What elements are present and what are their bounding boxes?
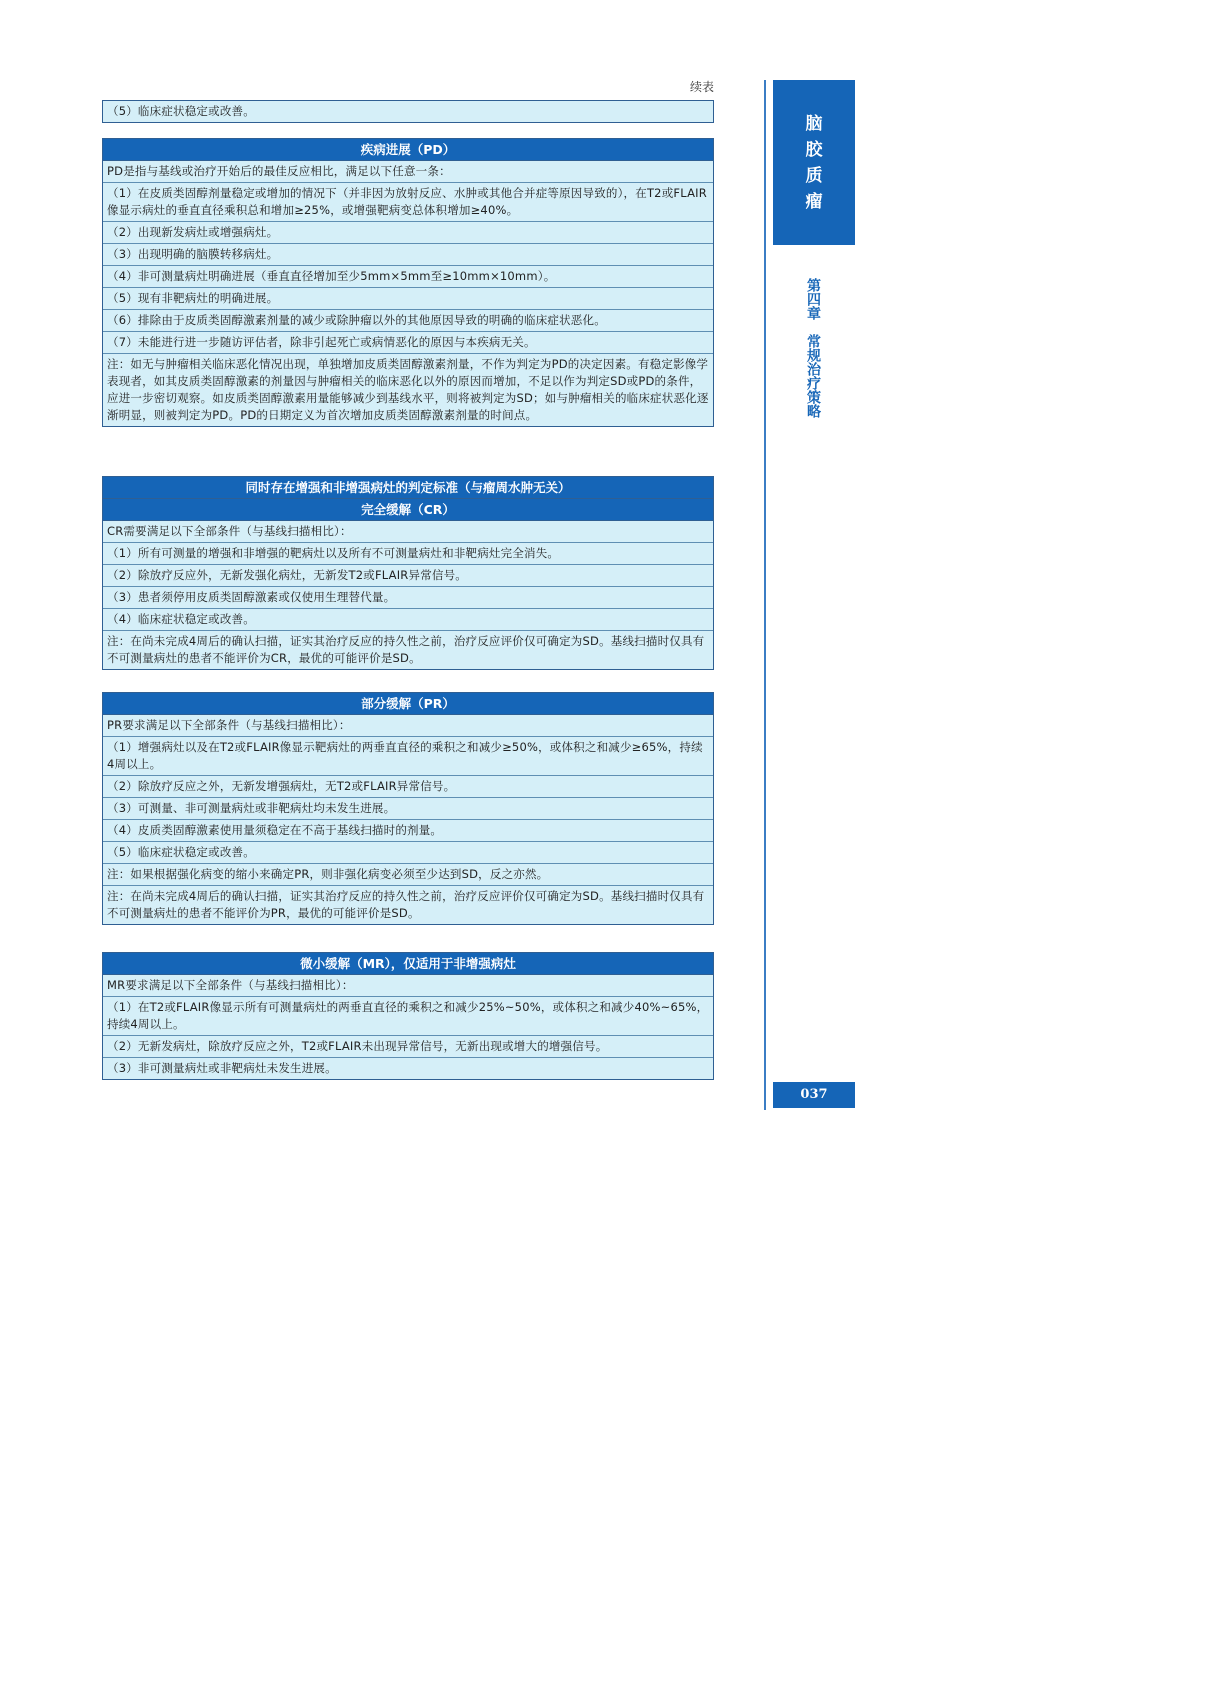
table-row: （4）皮质类固醇激素使用量须稳定在不高于基线扫描时的剂量。: [103, 820, 713, 842]
section-title-char: 胶: [805, 139, 823, 160]
table-row: （2）除放疗反应外，无新发强化病灶，无新发T2或FLAIR异常信号。: [103, 565, 713, 587]
sidebar-divider: [764, 80, 766, 1110]
table-complete-response: [102, 476, 714, 670]
table-header: 部分缓解（PR）: [103, 693, 713, 715]
table-row: （5）临床症状稳定或改善。: [103, 101, 713, 122]
section-title-char: 质: [805, 165, 823, 186]
table-row: （2）出现新发病灶或增强病灶。: [103, 222, 713, 244]
table-subheader: 完全缓解（CR）: [103, 499, 713, 521]
table-row: （5）现有非靶病灶的明确进展。: [103, 288, 713, 310]
table-row: （3）出现明确的脑膜转移病灶。: [103, 244, 713, 266]
table-row: （5）临床症状稳定或改善。: [103, 842, 713, 864]
section-title-char: 瘤: [805, 191, 823, 212]
table-row: （2）除放疗反应之外，无新发增强病灶，无T2或FLAIR异常信号。: [103, 776, 713, 798]
table-row: MR要求满足以下全部条件（与基线扫描相比）：: [103, 975, 713, 997]
table-row: （3）患者须停用皮质类固醇激素或仅使用生理替代量。: [103, 587, 713, 609]
table-row: （4）非可测量病灶明确进展（垂直直径增加至少5mm×5mm至≥10mm×10mm）。: [103, 266, 713, 288]
table-row: CR需要满足以下全部条件（与基线扫描相比）：: [103, 521, 713, 543]
table-row: （3）可测量、非可测量病灶或非靶病灶均未发生进展。: [103, 798, 713, 820]
table-note: 注：如无与肿瘤相关临床恶化情况出现，单独增加皮质类固醇激素剂量，不作为判定为PD的决定因素。有稳定影像学表现者，如其皮质类固醇激素的剂量因与肿瘤相关的临床恶化以外的原因而增加，不足以作为判定SD或PD的条件，应进一步密切观察。如皮质类固醇激素用量能够减少到基线水平，则将被判定为SD；如与肿瘤相关的临床症状恶化逐渐明显，则被判定为PD。PD的日期定义为首次增加皮质类固醇激素剂量的时间点。: [103, 354, 713, 426]
table-continued: [102, 100, 714, 123]
table-note: 注：如果根据强化病变的缩小来确定PR，则非强化病变必须至少达到SD，反之亦然。: [103, 864, 713, 886]
continued-label: 续表: [689, 80, 714, 94]
section-title-box: [773, 80, 855, 245]
table-progressive-disease: [102, 138, 714, 427]
section-title-char: 脑: [805, 113, 823, 134]
table-row: （6）排除由于皮质类固醇激素剂量的减少或除肿瘤以外的其他原因导致的明确的临床症状恶化。: [103, 310, 713, 332]
table-header: 微小缓解（MR），仅适用于非增强病灶: [103, 953, 713, 975]
page-number: 037: [773, 1082, 855, 1108]
table-row: （7）未能进行进一步随访评估者，除非引起死亡或病情恶化的原因与本疾病无关。: [103, 332, 713, 354]
table-note: 注：在尚未完成4周后的确认扫描，证实其治疗反应的持久性之前，治疗反应评价仅可确定为SD。基线扫描时仅具有不可测量病灶的患者不能评价为PR，最优的可能评价是SD。: [103, 886, 713, 924]
table-note: 注：在尚未完成4周后的确认扫描，证实其治疗反应的持久性之前，治疗反应评价仅可确定为SD。基线扫描时仅具有不可测量病灶的患者不能评价为CR，最优的可能评价是SD。: [103, 631, 713, 669]
table-header: 同时存在增强和非增强病灶的判定标准（与瘤周水肿无关）: [103, 477, 713, 499]
table-row: （1）在皮质类固醇剂量稳定或增加的情况下（并非因为放射反应、水肿或其他合并症等原因导致的），在T2或FLAIR像显示病灶的垂直直径乘积总和增加≥25%，或增强靶病变总体积增加≥40%。: [103, 183, 713, 222]
table-row: （1）增强病灶以及在T2或FLAIR像显示靶病灶的两垂直直径的乘积之和减少≥50%，或体积之和减少≥65%，持续4周以上。: [103, 737, 713, 776]
table-header: 疾病进展（PD）: [103, 139, 713, 161]
table-row: （1）所有可测量的增强和非增强的靶病灶以及所有不可测量病灶和非靶病灶完全消失。: [103, 543, 713, 565]
table-row: （4）临床症状稳定或改善。: [103, 609, 713, 631]
table-row: （3）非可测量病灶或非靶病灶未发生进展。: [103, 1058, 713, 1079]
table-row: PR要求满足以下全部条件（与基线扫描相比）：: [103, 715, 713, 737]
table-row: PD是指与基线或治疗开始后的最佳反应相比，满足以下任意一条：: [103, 161, 713, 183]
table-row: （1）在T2或FLAIR像显示所有可测量病灶的两垂直直径的乘积之和减少25%~50%，或体积之和减少40%~65%，持续4周以上。: [103, 997, 713, 1036]
table-minor-response: [102, 952, 714, 1080]
table-partial-response: [102, 692, 714, 925]
chapter-title: 第四章 常规治疗策略: [805, 278, 821, 418]
table-row: （2）无新发病灶，除放疗反应之外，T2或FLAIR未出现异常信号，无新出现或增大的增强信号。: [103, 1036, 713, 1058]
